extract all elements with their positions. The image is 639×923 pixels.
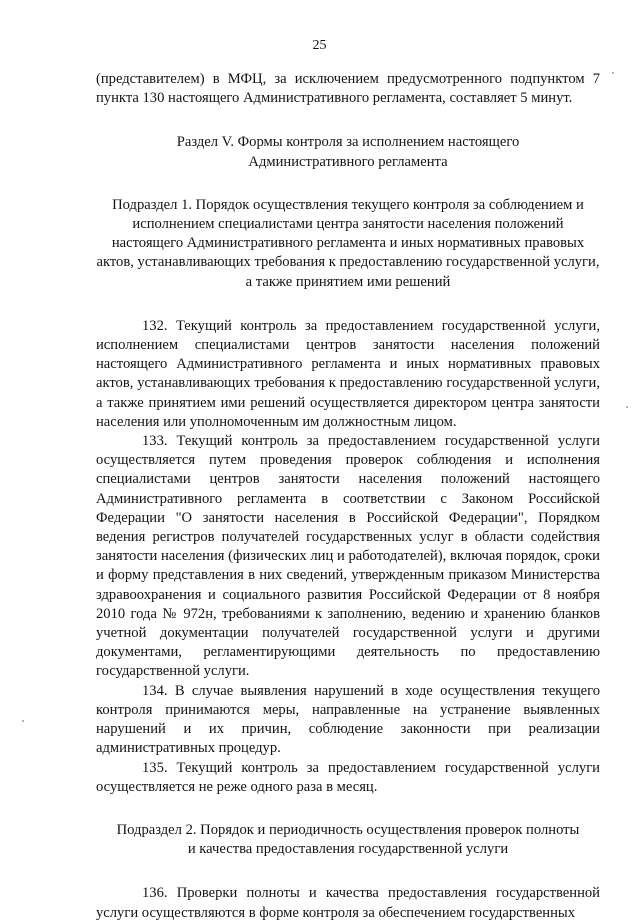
scan-speck — [22, 720, 24, 722]
intro-paragraph: (представителем) в МФЦ, за исключением предусмотренного подпунктом 7 пункта 130 настоящего Административного регламента, составляет 5 минут. — [96, 71, 600, 107]
subsection-2-title: Подраздел 2. Порядок и периодичность осуществления проверок полноты и качества предоставления государственной услуги — [116, 821, 580, 858]
scan-speck — [626, 406, 628, 408]
scan-speck — [612, 72, 614, 74]
paragraph-133: 133. Текущий контроль за предоставлением государственной услуги осуществляется путем проведения проверок соблюдения и исполнения специалистами центров занятости населения положений настоящего Административного регламента в соответствии с Законом Российской Федерации "О занятости населения в Российской Федерации", Порядком ведения регистров получателей государственных услуг в области содействия занятости населения (физических лиц и работодателей), включая порядок, сроки и форму представления в них сведений, утвержденным приказом Министерства здравоохранения и социального развития Российской Федерации от 8 ноября 2010 года № 972н, требованиями к заполнению, ведению и хранению бланков учетной документации получателей государственной услуги и другими документами, регламентирующими деятельность по предоставлению государственной услуги. — [96, 433, 600, 680]
page-number: 25 — [312, 38, 327, 53]
paragraph-132: 132. Текущий контроль за предоставлением государственной услуги, исполнением специалистами центров занятости населения положений настоящего Административного регламента и иных нормативных правовых актов, устанавливающих требования к предоставлению государственной услуги, а также принятием ими решений осуществляется директором центра занятости населения или уполномоченным им должностным лицом. — [96, 317, 600, 430]
section-title: Раздел V. Формы контроля за исполнением настоящего Административного регламента — [176, 134, 520, 170]
paragraph-135: 135. Текущий контроль за предоставлением государственной услуги осуществляется не реже одного раза в месяц. — [96, 759, 600, 795]
paragraph-136: 136. Проверки полноты и качества предоставления государственной услуги осуществляются в форме контроля за обеспечением государственных — [96, 885, 600, 921]
subsection-1-title: Подраздел 1. Порядок осуществления текущего контроля за соблюдением и исполнением специалистами центра занятости населения положений настоящего Административного регламента и иных нормативных правовых актов, устанавливающих требования к предоставлению государственной услуги, а также принятием ими решений — [96, 196, 600, 290]
paragraph-134: 134. В случае выявления нарушений в ходе осуществления текущего контроля принимаются меры, направленные на устранение выявленных нарушений и их причин, соблюдение законности при реализации административных процедур. — [96, 682, 600, 757]
page-content — [96, 70, 600, 923]
